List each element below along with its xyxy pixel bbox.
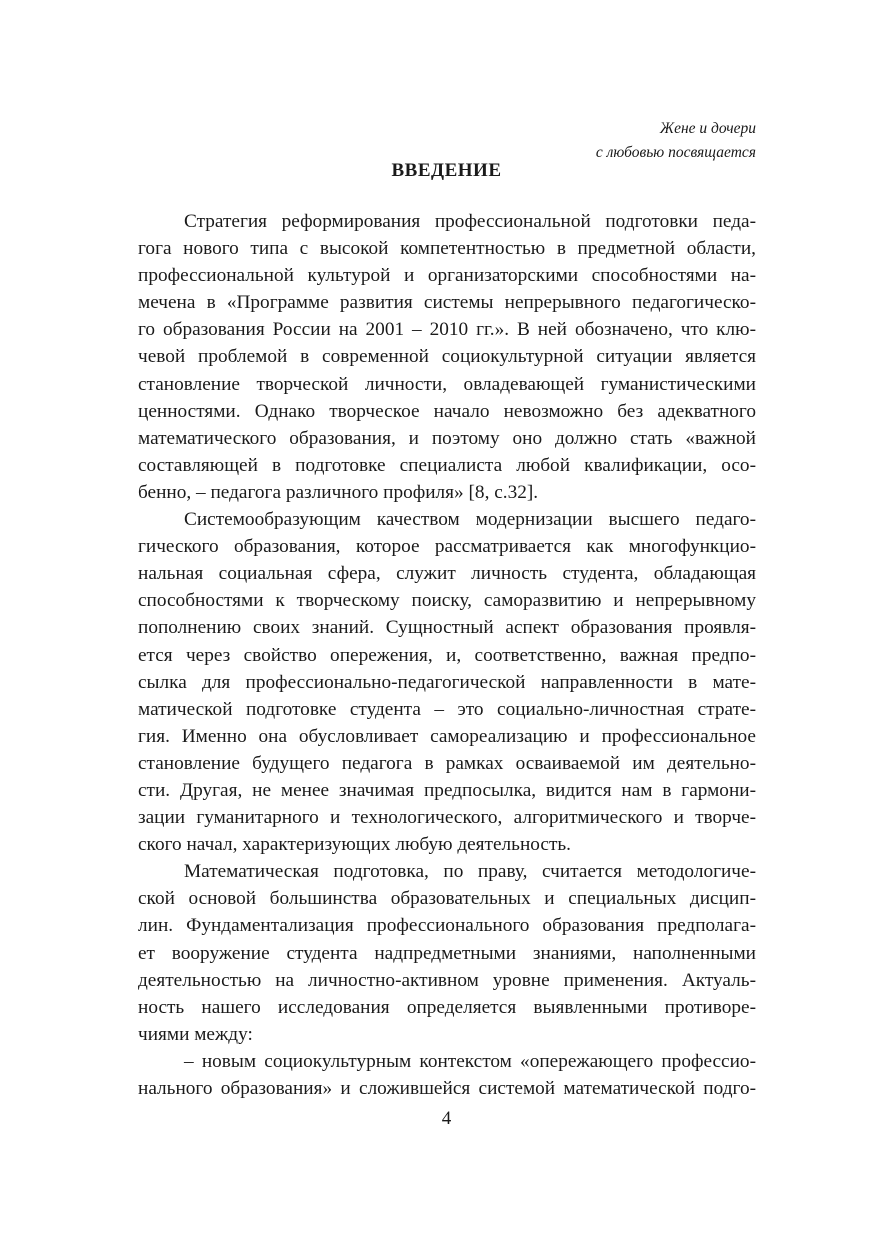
paragraph xyxy=(138,858,756,1048)
dedication xyxy=(596,117,756,165)
text-line: ность нашего исследования определяется выявленными противоре- xyxy=(138,996,756,1018)
paragraph xyxy=(138,208,756,506)
text-line: мечена в «Программе развития системы непрерывного педагогическо- xyxy=(138,292,756,314)
dedication-line: Жене и дочери xyxy=(659,120,756,137)
paragraph xyxy=(138,1048,756,1102)
text-line: зации гуманитарного и технологического, алгоритмического и творче- xyxy=(138,807,756,829)
text-line: ется через свойство опережения, и, соответственно, важная предпо- xyxy=(138,644,756,666)
text-line: матической подготовке студента – это социально-личностная страте- xyxy=(138,698,756,720)
text-line: – новым социокультурным контекстом «опережающего профессио- xyxy=(184,1050,756,1072)
text-line: деятельностью на личностно-активном уровне применения. Актуаль- xyxy=(138,969,756,991)
section-heading: ВВЕДЕНИЕ xyxy=(391,160,502,181)
text-line: составляющей в подготовке специалиста любой квалификации, осо- xyxy=(138,454,756,476)
text-line: становление творческой личности, овладевающей гуманистическими xyxy=(138,373,756,395)
page-number: 4 xyxy=(441,1108,452,1129)
text-line: го образования России на 2001 – 2010 гг.». В ней обозначено, что клю- xyxy=(138,319,756,341)
text-line: нальная социальная сфера, служит личность студента, обладающая xyxy=(138,563,756,585)
text-line: бенно, – педагога различного профиля» [8, с.32]. xyxy=(138,481,539,503)
text-line: лин. Фундаментализация профессионального образования предполага- xyxy=(138,915,756,937)
text-line: гога нового типа с высокой компетентностью в предметной области, xyxy=(138,238,756,260)
text-line: гия. Именно она обусловливает самореализацию и профессиональное xyxy=(138,725,756,747)
text-line: математического образования, и поэтому оно должно стать «важной xyxy=(138,427,756,449)
text-line: ского начал, характеризующих любую деятельность. xyxy=(138,834,571,856)
text-line: Системообразующим качеством модернизации высшего педаго- xyxy=(184,509,756,531)
text-line: нального образования» и сложившейся системой математической подго- xyxy=(138,1078,756,1099)
text-line: сти. Другая, не менее значимая предпосылка, видится нам в гармони- xyxy=(138,779,756,801)
text-line: чиями между: xyxy=(138,1023,253,1045)
dedication-line: с любовью посвящается xyxy=(595,144,756,161)
text-line: сылка для профессионально-педагогической направленности в мате- xyxy=(138,671,756,693)
text-line: способностями к творческому поиску, саморазвитию и непрерывному xyxy=(138,590,756,612)
text-line: ценностями. Однако творческое начало невозможно без адекватного xyxy=(138,400,756,422)
text-line: пополнению своих знаний. Сущностный аспект образования проявля- xyxy=(138,617,756,639)
text-line: Стратегия реформирования профессиональной подготовки педа- xyxy=(184,211,756,232)
text-line: ской основой большинства образовательных и специальных дисцип- xyxy=(138,888,756,910)
text-line: Математическая подготовка, по праву, считается методологиче- xyxy=(184,861,756,883)
text-line: ет вооружение студента надпредметными знаниями, наполненными xyxy=(138,942,756,964)
body-text xyxy=(138,208,756,1102)
paragraph xyxy=(138,506,756,858)
text-line: становление будущего педагога в рамках осваиваемой им деятельно- xyxy=(138,752,756,774)
text-line: гического образования, которое рассматривается как многофункцио- xyxy=(138,536,756,558)
text-line: профессиональной культурой и организаторскими способностями на- xyxy=(138,265,756,287)
text-line: чевой проблемой в современной социокультурной ситуации является xyxy=(138,346,756,368)
